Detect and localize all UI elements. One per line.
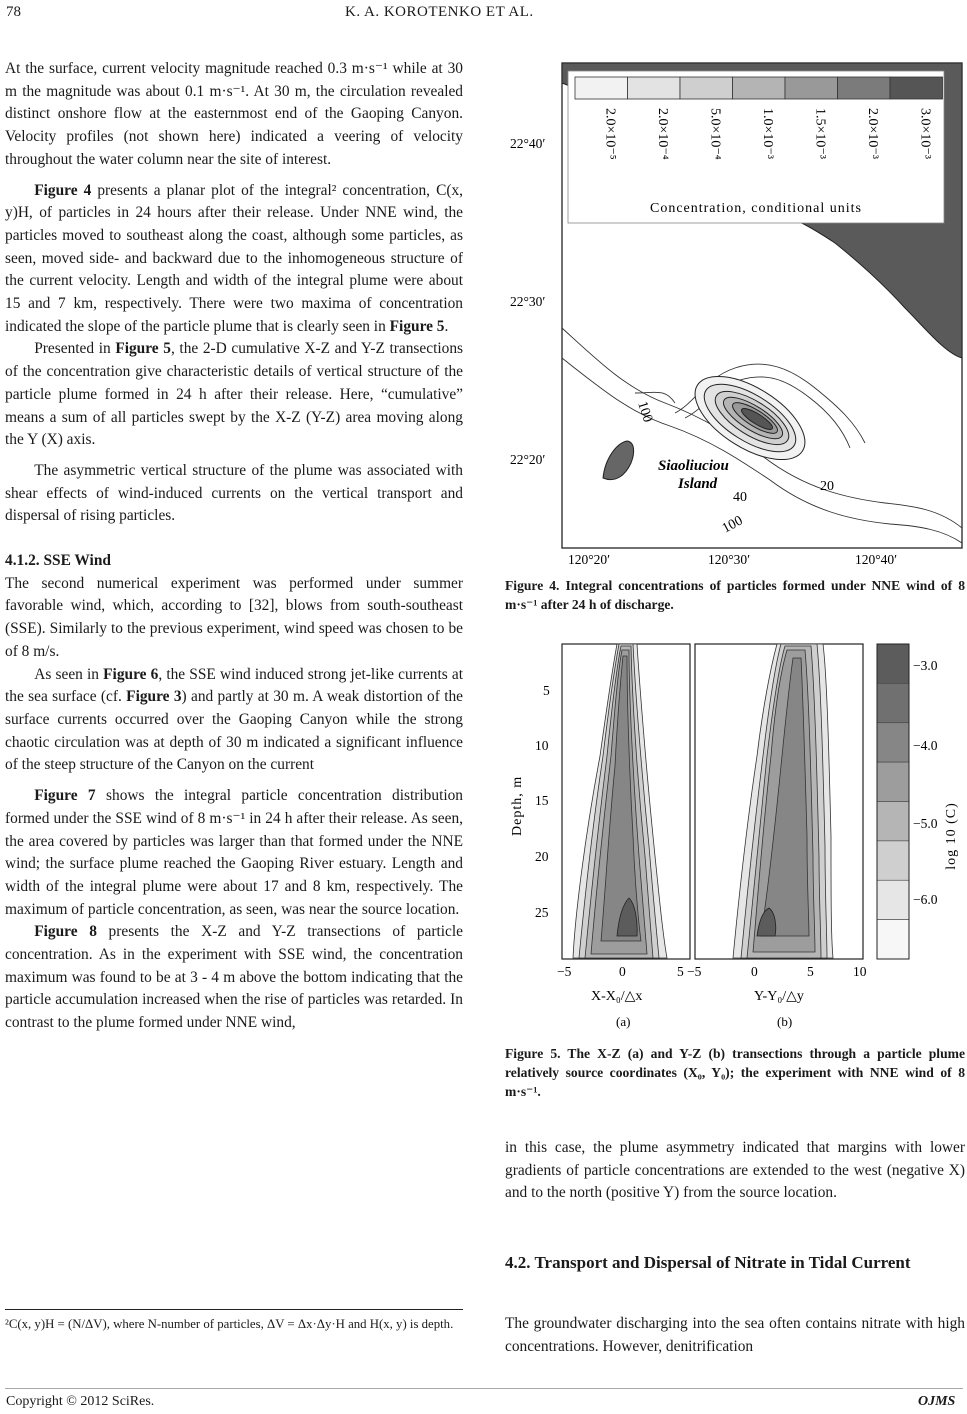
figure-5-plot [505, 636, 965, 1036]
legend-value: 3.0×10⁻³ [917, 108, 933, 159]
colorbar-band [877, 880, 909, 919]
y-tick-5: 5 [543, 683, 550, 698]
depth-label-100b: 100 [719, 513, 746, 537]
cb-tick-6: −6.0 [913, 892, 938, 907]
journal-name: OJMS [918, 1394, 956, 1409]
legend-value: 2.0×10⁻⁴ [654, 108, 670, 160]
lat-label-3: 22°20′ [510, 452, 546, 467]
paragraph-1: At the surface, current velocity magnitude reached 0.3 m·s⁻¹ while at 30 m the magnitude was about 0.1 m·s⁻¹. At 30 m, the circulation revealed distinct onshore flow at the easternmost end of the Gaoping Canyon. Velocity profiles (not shown here) indicated a veering of velocity throughout the water column near the site of interest. [5, 60, 463, 168]
depth-label-100: 100 [634, 399, 655, 425]
y-tick-15: 15 [535, 793, 549, 808]
legend-swatch [628, 77, 681, 99]
x-axis-label-b: Y-Y₀/△y [754, 989, 804, 1004]
paragraph-3: Presented in Figure 5, the 2-D cumulative X-Z and Y-Z transections of the concentration give characteristic details of vertical structure of the particle plume formed in 24 h after their release. Here, “cumulative” means a sum of all particles swept by the X-Z (Y-Z) area moving along the Y (X) axis. [5, 340, 464, 449]
panel-b-label: (b) [777, 1014, 793, 1029]
lon-label-1: 120°20′ [568, 552, 611, 567]
cb-tick-4: −4.0 [913, 738, 938, 753]
figure-4-caption: Figure 4. Integral concentrations of particles formed under NNE wind of 8 m·s⁻¹ after 24 h of discharge. [505, 578, 965, 612]
footnote-rule [5, 1309, 463, 1310]
colorbar-label: log 10 (C) [944, 802, 959, 870]
figure-5-ref-2[interactable]: Figure 5 [115, 340, 171, 358]
x-tick-a-0: 0 [619, 964, 626, 979]
y-axis-label: Depth, m [510, 775, 525, 836]
paragraph-6: As seen in Figure 6, the SSE wind induced strong jet-like currents at the sea surface (cf. Figure 3) and partly at 30 m. A weak distortion of the surface currents occurred over the Gaoping Canyon while the strong chaotic circulation was at depth of 30 m indicated a significant influence of the steep structure of the Canyon on the current [5, 665, 463, 774]
copyright: Copyright © 2012 SciRes. [6, 1394, 155, 1409]
x-tick-b-10: 10 [853, 964, 867, 979]
figure-4-ref[interactable]: Figure 4 [34, 181, 92, 199]
legend-swatch [785, 77, 838, 99]
x-axis-label-a: X-X₀/△x [591, 989, 643, 1004]
y-tick-10: 10 [535, 738, 549, 753]
legend-swatch [575, 77, 628, 99]
colorbar-band [877, 841, 909, 880]
paragraph-2: Figure 4 presents a planar plot of the integral² concentration, C(x, y)H, of particles in 24 hours after their release. Under NNE wind, the particles moved to southeast along the coast, although some particles, as seen, moved side- and backward due to the inhomogeneous structure of the current velocity. Length and width of the integral plume were about 15 and 7 km, respectively. There were two maxima of concentration indicated the slope of the particle plume that is clearly seen in Figure 5. [5, 181, 463, 335]
footer-rule [5, 1388, 963, 1389]
y-tick-25: 25 [535, 905, 549, 920]
colorbar-band [877, 920, 909, 959]
figure-6-ref[interactable]: Figure 6 [103, 665, 159, 683]
footnote: ²C(x, y)H = (N/ΔV), where N-number of particles, ΔV = Δx·Δy·H and H(x, y) is depth. [5, 1317, 454, 1331]
paragraph-8: Figure 8 presents the X-Z and Y-Z transections of particle concentration. As in the experiment with SSE wind, the concentration maximum was found to be at 3 - 4 m above the bottom indicating that the particle accumulation increased when the rise of particles was retarded. In contrast to the plume formed under NNE wind, [5, 923, 463, 1032]
panel-a-label: (a) [616, 1014, 631, 1029]
depth-label-20: 20 [820, 479, 834, 494]
x-tick-a-5: 5 [677, 964, 684, 979]
figure-5-ref[interactable]: Figure 5 [389, 317, 445, 335]
right-column-paragraph-1: in this case, the plume asymmetry indicated that margins with lower gradients of particle concentrations are extended to the west (negative X) and to the north (positive Y) from the source location. [505, 1139, 965, 1202]
y-tick-20: 20 [535, 849, 549, 864]
legend-swatch [733, 77, 786, 99]
x-tick-b-5: 5 [807, 964, 814, 979]
colorbar-band [877, 644, 909, 683]
legend-value: 1.5×10⁻³ [812, 108, 828, 159]
lon-label-2: 120°30′ [708, 552, 751, 567]
colorbar-band [877, 802, 909, 841]
x-tick-b-neg5: −5 [687, 964, 702, 979]
x-tick-a-neg5: −5 [557, 964, 572, 979]
depth-label-40: 40 [733, 490, 747, 505]
colorbar [877, 644, 909, 959]
island-label-2: Island [678, 476, 718, 492]
legend-value: 2.0×10⁻⁵ [602, 108, 618, 160]
x-tick-b-0: 0 [751, 964, 758, 979]
colorbar-band [877, 762, 909, 801]
lon-label-3: 120°40′ [855, 552, 898, 567]
right-column-paragraph-2: The groundwater discharging into the sea often contains nitrate with high concentrations. However, denitrification [505, 1315, 965, 1355]
legend-value: 1.0×10⁻³ [759, 108, 775, 159]
legend-title: Concentration, conditional units [649, 201, 863, 216]
island-label: Siaoliuciou [658, 458, 729, 474]
figure-3-ref[interactable]: Figure 3 [126, 688, 182, 706]
lat-label-2: 22°30′ [510, 294, 546, 309]
figure-7-ref[interactable]: Figure 7 [34, 787, 96, 805]
legend-swatch [890, 77, 943, 99]
colorbar-band [877, 683, 909, 722]
lat-label-1: 22°40′ [510, 136, 546, 151]
left-column [5, 58, 463, 1035]
paragraph-7: Figure 7 shows the integral particle concentration distribution formed under the SSE wind of 8 m·s⁻¹ in 24 h after their release. As seen, the area covered by particles was larger than that formed under the NNE wind; the surface plume reached the Gaoping River estuary. Length and width of the integral plume were about 17 and 8 km, respectively. The maximum of particle concentration, as seen, was near the source location. [5, 787, 464, 918]
section-heading-sse: 4.1.2. SSE Wind [5, 552, 111, 570]
cb-tick-5: −5.0 [913, 816, 938, 831]
cb-tick-3: −3.0 [913, 658, 938, 673]
figure-5 [505, 636, 965, 1036]
running-title: K. A. KOROTENKO ET AL. [345, 4, 534, 20]
page-number: 78 [6, 4, 21, 20]
legend-swatch [838, 77, 891, 99]
paragraph-4: The asymmetric vertical structure of the plume was associated with shear effects of wind-induced currents on the vertical transport and dispersal of rising particles. [5, 461, 463, 525]
figure-4-map [505, 58, 965, 573]
section-heading-4-2: 4.2. Transport and Dispersal of Nitrate in Tidal Current [505, 1253, 911, 1272]
figure-5-caption: Figure 5. The X-Z (a) and Y-Z (b) transections through a particle plume relatively source coordinates (X₀, Y₀); the experiment with NNE wind of 8 m·s⁻¹. [505, 1046, 965, 1099]
colorbar-band [877, 723, 909, 762]
paragraph-5: The second numerical experiment was performed under summer favorable wind, which, according to [32], blows from south-southeast (SSE). Similarly to the previous experiment, wind speed was chosen to be of 8 m/s. [5, 574, 463, 660]
figure-4 [505, 58, 965, 573]
legend-value: 5.0×10⁻⁴ [707, 108, 723, 160]
legend-value: 2.0×10⁻³ [864, 108, 880, 159]
figure-8-ref[interactable]: Figure 8 [34, 923, 97, 941]
legend-swatch [680, 77, 733, 99]
